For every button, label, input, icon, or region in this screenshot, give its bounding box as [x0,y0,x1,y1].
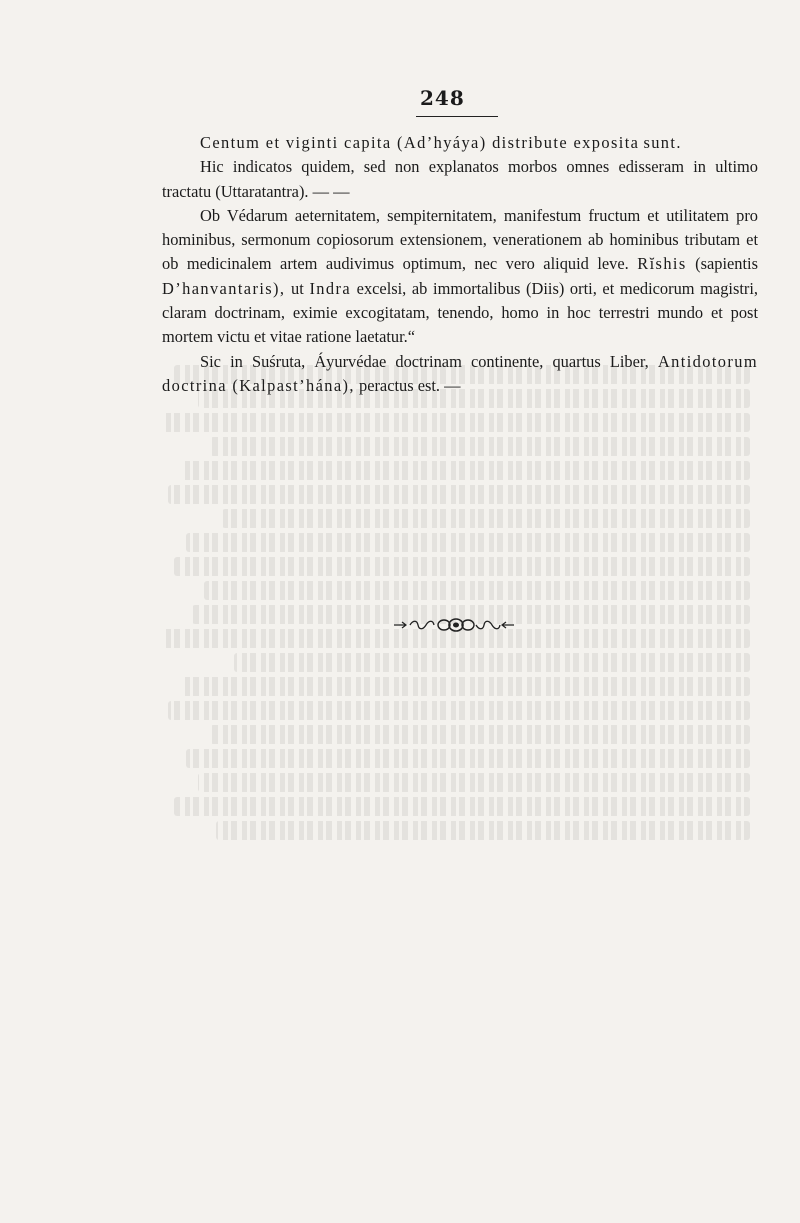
paragraph-4-text-c: peractus est. — [359,375,461,395]
paragraph-2: Hic indicatos quidem, sed non explanatos morbos omnes edisseram in ultimo tractatu (Uttaratantra). — — [162,157,758,201]
bleed-through-text [150,365,750,845]
header-rule [416,116,498,117]
end-ornament-icon [392,617,516,633]
paragraph-4-text-a: Sic in Suśruta, Áyurvédae doctrinam continente, quartus Liber, [200,351,649,371]
paragraph-3 [162,204,758,350]
paragraph-4 [162,350,758,399]
name-indra: Indra [309,278,352,298]
paragraph-3-text-e: ut [291,278,304,298]
page-number: 248 [420,86,465,110]
paragraph-1-line-1: Centum et viginti capita (Ad’hyáya) distribute exposita [200,133,640,152]
paragraph-1-line-2: sunt. [643,133,682,152]
paragraph-3-text-a: Ob Védarum aeternitatem, sempiternitatem, manifestum fructum et utilitatem pro hominibus, sermonum copiosorum extensionem, venerationem ab hominibus tributam et ob medicinalem artem audivimus optimum, nec vero aliquid leve. [162,205,758,274]
name-dhanvantaris: D’hanvantaris), [162,278,286,298]
name-rishis: Rĭshis [637,254,687,274]
body-text [162,131,758,398]
book-title-antidotorum: Antidotorum doctrina (Kalpast’hána), [162,351,758,395]
paragraph-3-text-c: (sapientis [695,254,758,274]
paragraph-1 [162,131,758,155]
paragraph-3-text-g: excelsi, ab immortalibus (Diis) orti, et medicorum magistri, claram doctrinam, eximie excogitatam, tenendo, homo in hoc terrestri mundo et post mortem victu et vitae ratione laetatur.“ [162,278,758,347]
